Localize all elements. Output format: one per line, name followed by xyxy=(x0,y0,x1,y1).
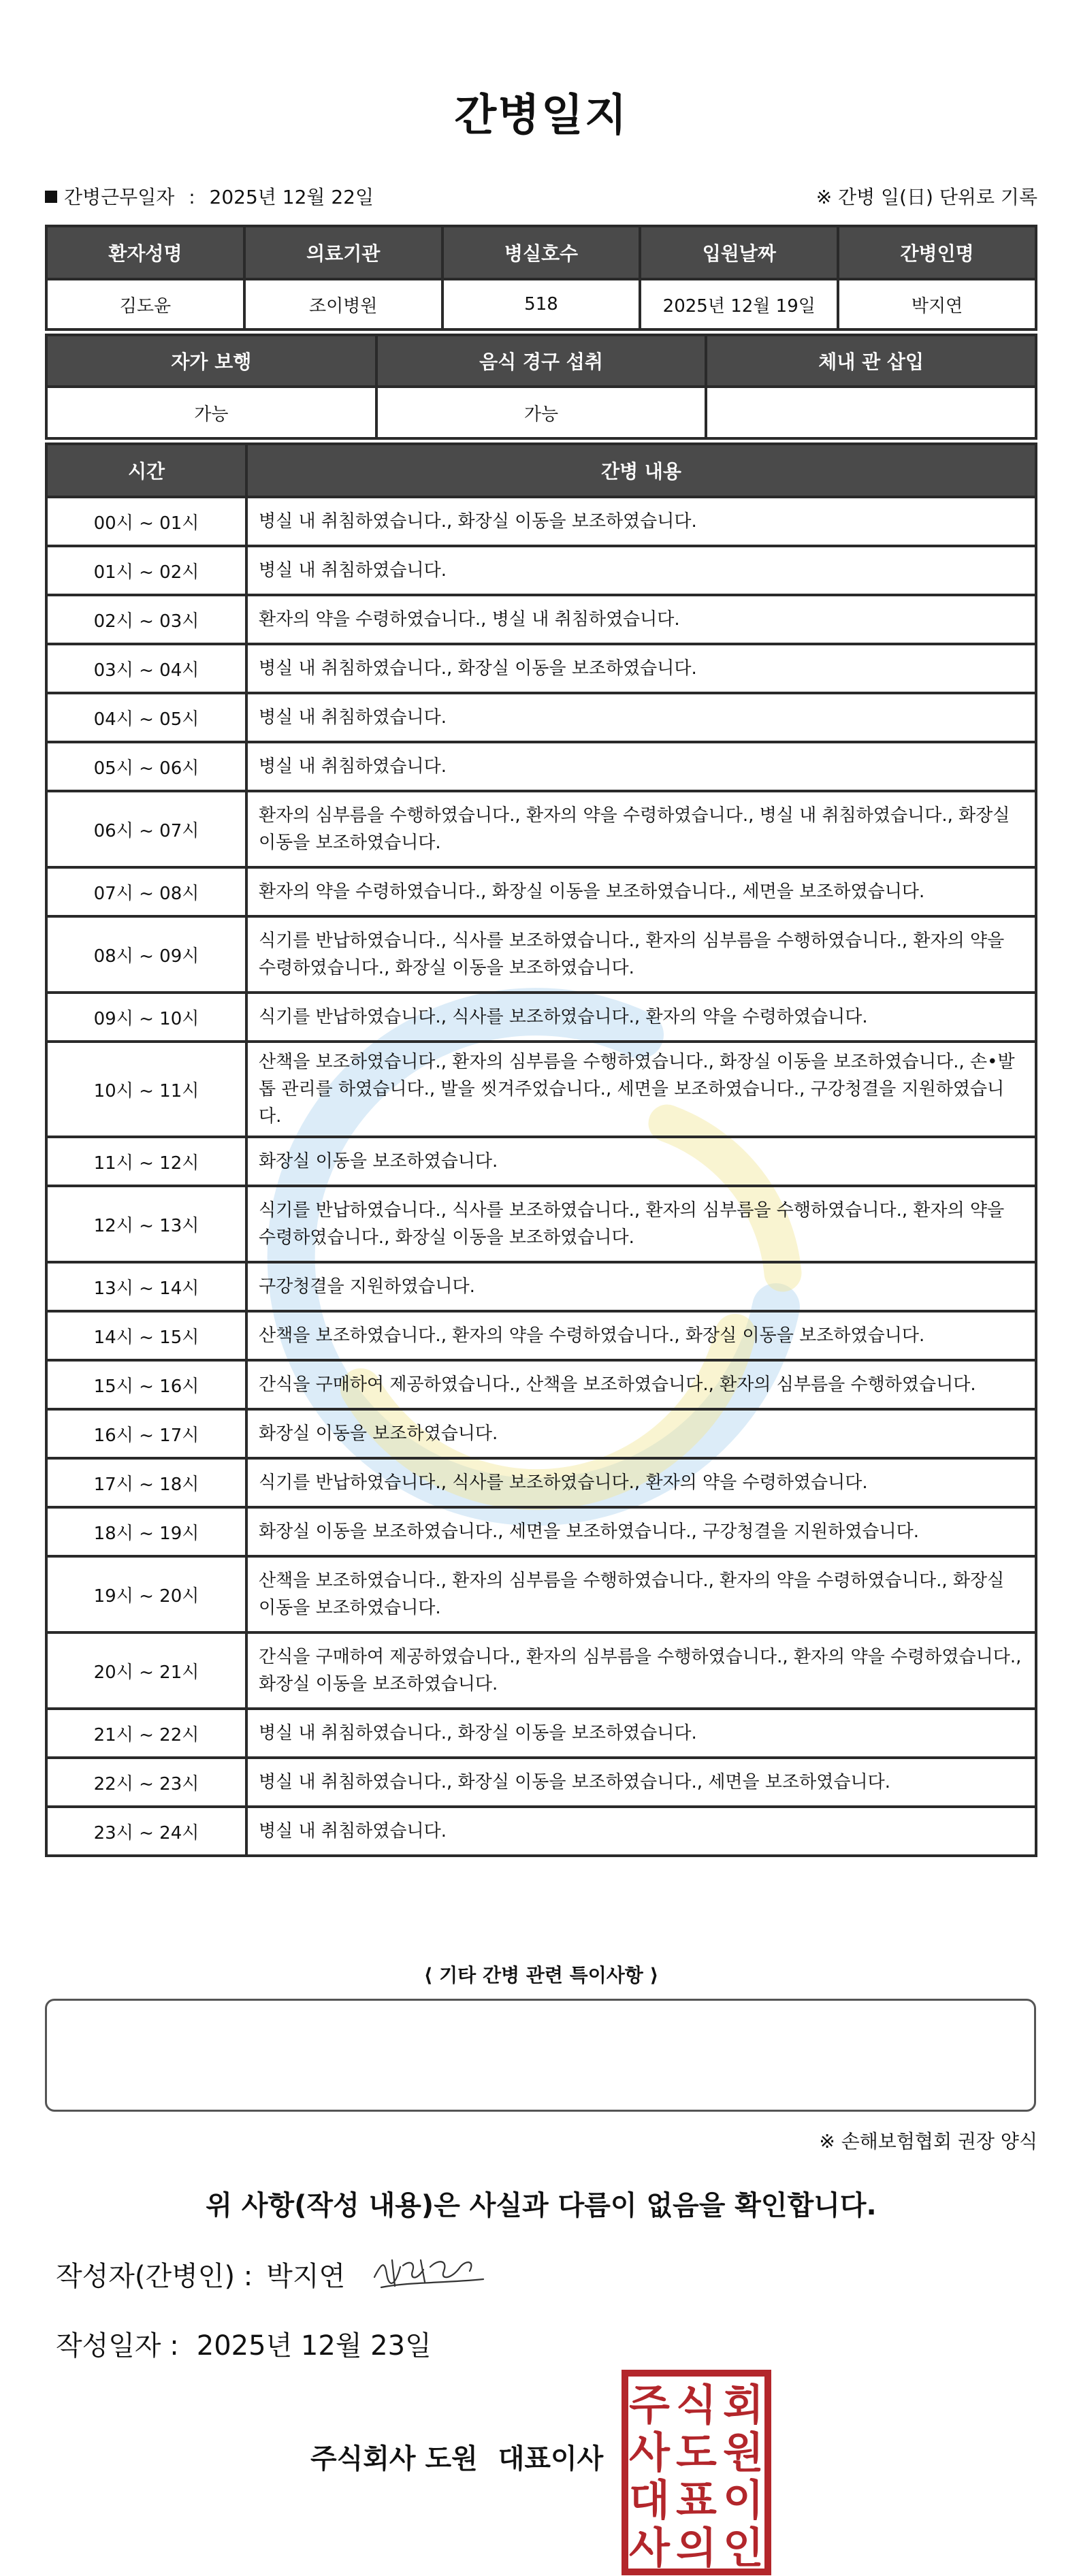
table-row xyxy=(46,867,1036,916)
care-content: 병실 내 취침하였습니다. xyxy=(246,693,1036,742)
care-content: 식기를 반납하였습니다., 식사를 보조하였습니다., 환자의 약을 수령하였습니다. xyxy=(246,1458,1036,1507)
care-content: 환자의 약을 수령하였습니다., 화장실 이동을 보조하였습니다., 세면을 보조하였습니다. xyxy=(246,867,1036,916)
time-slot: 02시 ~ 03시 xyxy=(46,595,246,644)
work-date-row xyxy=(45,182,1037,210)
patient-name: 김도윤 xyxy=(46,279,244,329)
care-content: 산책을 보조하였습니다., 환자의 심부름을 수행하였습니다., 환자의 약을 수령하였습니다., 화장실 이동을 보조하였습니다. xyxy=(246,1556,1036,1632)
table-row xyxy=(46,916,1036,993)
svg-text:대: 대 xyxy=(629,2475,670,2525)
table-row xyxy=(46,1186,1036,1262)
header-tube-insertion: 체내 관 삽입 xyxy=(706,335,1036,387)
care-content: 병실 내 취침하였습니다., 화장실 이동을 보조하였습니다., 세면을 보조하였습니다. xyxy=(246,1758,1036,1807)
svg-text:도: 도 xyxy=(676,2428,717,2477)
care-content: 병실 내 취침하였습니다., 화장실 이동을 보조하였습니다. xyxy=(246,1709,1036,1758)
written-date-value: 2025년 12월 23일 xyxy=(196,2330,432,2362)
header-care-content: 간병 내용 xyxy=(246,444,1036,497)
oral-intake-value: 가능 xyxy=(376,387,707,438)
time-slot: 13시 ~ 14시 xyxy=(46,1262,246,1311)
table-row xyxy=(46,1409,1036,1458)
header-oral-intake: 음식 경구 섭취 xyxy=(376,335,707,387)
form-note: ※ 손해보험협회 권장 양식 xyxy=(819,2130,1037,2153)
care-content: 병실 내 취침하였습니다. xyxy=(246,1807,1036,1856)
caregiver-name: 박지연 xyxy=(838,279,1036,329)
care-content: 병실 내 취침하였습니다. xyxy=(246,546,1036,595)
svg-text:식: 식 xyxy=(676,2380,717,2430)
care-content: 화장실 이동을 보조하였습니다. xyxy=(246,1137,1036,1186)
confirmation-statement: 위 사항(작성 내용)은 사실과 다름이 없음을 확인합니다. xyxy=(206,2190,877,2221)
svg-text:사: 사 xyxy=(629,2428,670,2477)
care-content: 병실 내 취침하였습니다. xyxy=(246,742,1036,791)
remarks-box xyxy=(45,1999,1036,2112)
table-row xyxy=(46,1807,1036,1856)
care-content: 식기를 반납하였습니다., 식사를 보조하였습니다., 환자의 심부름을 수행하였습니다., 환자의 약을 수령하였습니다., 화장실 이동을 보조하였습니다. xyxy=(246,1186,1036,1262)
time-slot: 07시 ~ 08시 xyxy=(46,867,246,916)
table-row xyxy=(46,1262,1036,1311)
tube-insertion-value xyxy=(706,387,1036,438)
header-time: 시간 xyxy=(46,444,246,497)
svg-text:표: 표 xyxy=(676,2475,717,2525)
time-slot: 04시 ~ 05시 xyxy=(46,693,246,742)
table-row xyxy=(46,993,1036,1042)
time-slot: 08시 ~ 09시 xyxy=(46,916,246,993)
time-slot: 22시 ~ 23시 xyxy=(46,1758,246,1807)
header-institution: 의료기관 xyxy=(244,226,442,279)
table-row xyxy=(46,1360,1036,1409)
svg-text:사: 사 xyxy=(629,2523,670,2573)
table-row xyxy=(46,1311,1036,1360)
care-content: 식기를 반납하였습니다., 식사를 보조하였습니다., 환자의 약을 수령하였습니다. xyxy=(246,993,1036,1042)
time-slot: 12시 ~ 13시 xyxy=(46,1186,246,1262)
remarks-title: ⟨ 기타 간병 관련 특이사항 ⟩ xyxy=(423,1964,659,1986)
table-row xyxy=(46,693,1036,742)
company-seal-stamp xyxy=(621,2369,772,2576)
admission-date: 2025년 12월 19일 xyxy=(640,279,838,329)
time-slot: 16시 ~ 17시 xyxy=(46,1409,246,1458)
care-content: 화장실 이동을 보조하였습니다., 세면을 보조하였습니다., 구강청결을 지원하였습니다. xyxy=(246,1507,1036,1556)
svg-text:원: 원 xyxy=(723,2428,764,2477)
care-content: 병실 내 취침하였습니다., 화장실 이동을 보조하였습니다. xyxy=(246,644,1036,693)
work-date-label: 간병근무일자 xyxy=(64,186,175,208)
time-slot: 10시 ~ 11시 xyxy=(46,1042,246,1137)
header-self-walking: 자가 보행 xyxy=(46,335,376,387)
care-content: 구강청결을 지원하였습니다. xyxy=(246,1262,1036,1311)
care-content: 환자의 약을 수령하였습니다., 병실 내 취침하였습니다. xyxy=(246,595,1036,644)
company-name: 주식회사 도원 xyxy=(310,2443,478,2475)
time-slot: 21시 ~ 22시 xyxy=(46,1709,246,1758)
time-slot: 00시 ~ 01시 xyxy=(46,497,246,546)
time-slot: 15시 ~ 16시 xyxy=(46,1360,246,1409)
header-admission-date: 입원날짜 xyxy=(640,226,838,279)
time-slot: 03시 ~ 04시 xyxy=(46,644,246,693)
unit-note: ※ 간병 일(日) 단위로 기록 xyxy=(816,186,1037,208)
table-row xyxy=(46,595,1036,644)
written-date-label: 작성일자 : xyxy=(56,2330,179,2362)
table-row xyxy=(46,1632,1036,1709)
bullet-square-icon xyxy=(45,191,57,203)
time-slot: 19시 ~ 20시 xyxy=(46,1556,246,1632)
work-date-value: 2025년 12월 22일 xyxy=(209,186,374,208)
time-slot: 17시 ~ 18시 xyxy=(46,1458,246,1507)
care-content: 환자의 심부름을 수행하였습니다., 환자의 약을 수령하였습니다., 병실 내 취침하였습니다., 화장실 이동을 보조하였습니다. xyxy=(246,791,1036,867)
written-date-row xyxy=(56,2324,432,2363)
work-date-separator: : xyxy=(189,186,195,208)
svg-text:회: 회 xyxy=(723,2380,764,2430)
care-content: 병실 내 취침하였습니다., 화장실 이동을 보조하였습니다. xyxy=(246,497,1036,546)
care-log-body xyxy=(46,497,1036,1856)
table-row xyxy=(46,644,1036,693)
table-row xyxy=(46,497,1036,546)
self-walking-value: 가능 xyxy=(46,387,376,438)
writer-name: 박지연 xyxy=(266,2261,346,2292)
time-slot: 23시 ~ 24시 xyxy=(46,1807,246,1856)
institution: 조이병원 xyxy=(244,279,442,329)
handwritten-signature xyxy=(368,2240,490,2301)
table-row xyxy=(46,742,1036,791)
time-slot: 09시 ~ 10시 xyxy=(46,993,246,1042)
writer-label: 작성자(간병인) : xyxy=(56,2261,253,2292)
table-row xyxy=(46,1556,1036,1632)
table-row xyxy=(46,1458,1036,1507)
svg-text:인: 인 xyxy=(723,2523,764,2573)
care-content: 간식을 구매하여 제공하였습니다., 환자의 심부름을 수행하였습니다., 환자의 약을 수령하였습니다., 화장실 이동을 보조하였습니다. xyxy=(246,1632,1036,1709)
header-room-number: 병실호수 xyxy=(442,226,641,279)
care-content: 산책을 보조하였습니다., 환자의 약을 수령하였습니다., 화장실 이동을 보조하였습니다. xyxy=(246,1311,1036,1360)
care-content: 간식을 구매하여 제공하였습니다., 산책을 보조하였습니다., 환자의 심부름을 수행하였습니다. xyxy=(246,1360,1036,1409)
table-row xyxy=(46,546,1036,595)
room-number: 518 xyxy=(442,279,641,329)
care-content: 화장실 이동을 보조하였습니다. xyxy=(246,1409,1036,1458)
patient-info-table xyxy=(45,225,1037,331)
table-row xyxy=(46,791,1036,867)
abilities-table xyxy=(45,334,1037,440)
table-row xyxy=(46,1042,1036,1137)
writer-row xyxy=(56,2255,345,2293)
table-row xyxy=(46,1137,1036,1186)
company-row xyxy=(310,2437,603,2476)
care-content: 식기를 반납하였습니다., 식사를 보조하였습니다., 환자의 심부름을 수행하였습니다., 환자의 약을 수령하였습니다., 화장실 이동을 보조하였습니다. xyxy=(246,916,1036,993)
table-row xyxy=(46,1507,1036,1556)
time-slot: 20시 ~ 21시 xyxy=(46,1632,246,1709)
time-slot: 11시 ~ 12시 xyxy=(46,1137,246,1186)
representative-title: 대표이사 xyxy=(498,2443,604,2475)
time-slot: 01시 ~ 02시 xyxy=(46,546,246,595)
table-row xyxy=(46,1758,1036,1807)
time-slot: 14시 ~ 15시 xyxy=(46,1311,246,1360)
time-slot: 05시 ~ 06시 xyxy=(46,742,246,791)
header-patient-name: 환자성명 xyxy=(46,226,244,279)
time-slot: 06시 ~ 07시 xyxy=(46,791,246,867)
care-log-table xyxy=(45,442,1037,1857)
header-caregiver-name: 간병인명 xyxy=(838,226,1036,279)
table-row xyxy=(46,1709,1036,1758)
svg-text:이: 이 xyxy=(723,2475,764,2525)
time-slot: 18시 ~ 19시 xyxy=(46,1507,246,1556)
svg-text:의: 의 xyxy=(676,2523,717,2573)
svg-text:주: 주 xyxy=(629,2380,670,2430)
care-content: 산책을 보조하였습니다., 환자의 심부름을 수행하였습니다., 화장실 이동을 보조하였습니다., 손•발톱 관리를 하였습니다., 발을 씻겨주었습니다., 세면을 보조하였습니다., 구강청결을 지원하였습니다. xyxy=(246,1042,1036,1137)
page-title: 간병일지 xyxy=(454,91,628,141)
